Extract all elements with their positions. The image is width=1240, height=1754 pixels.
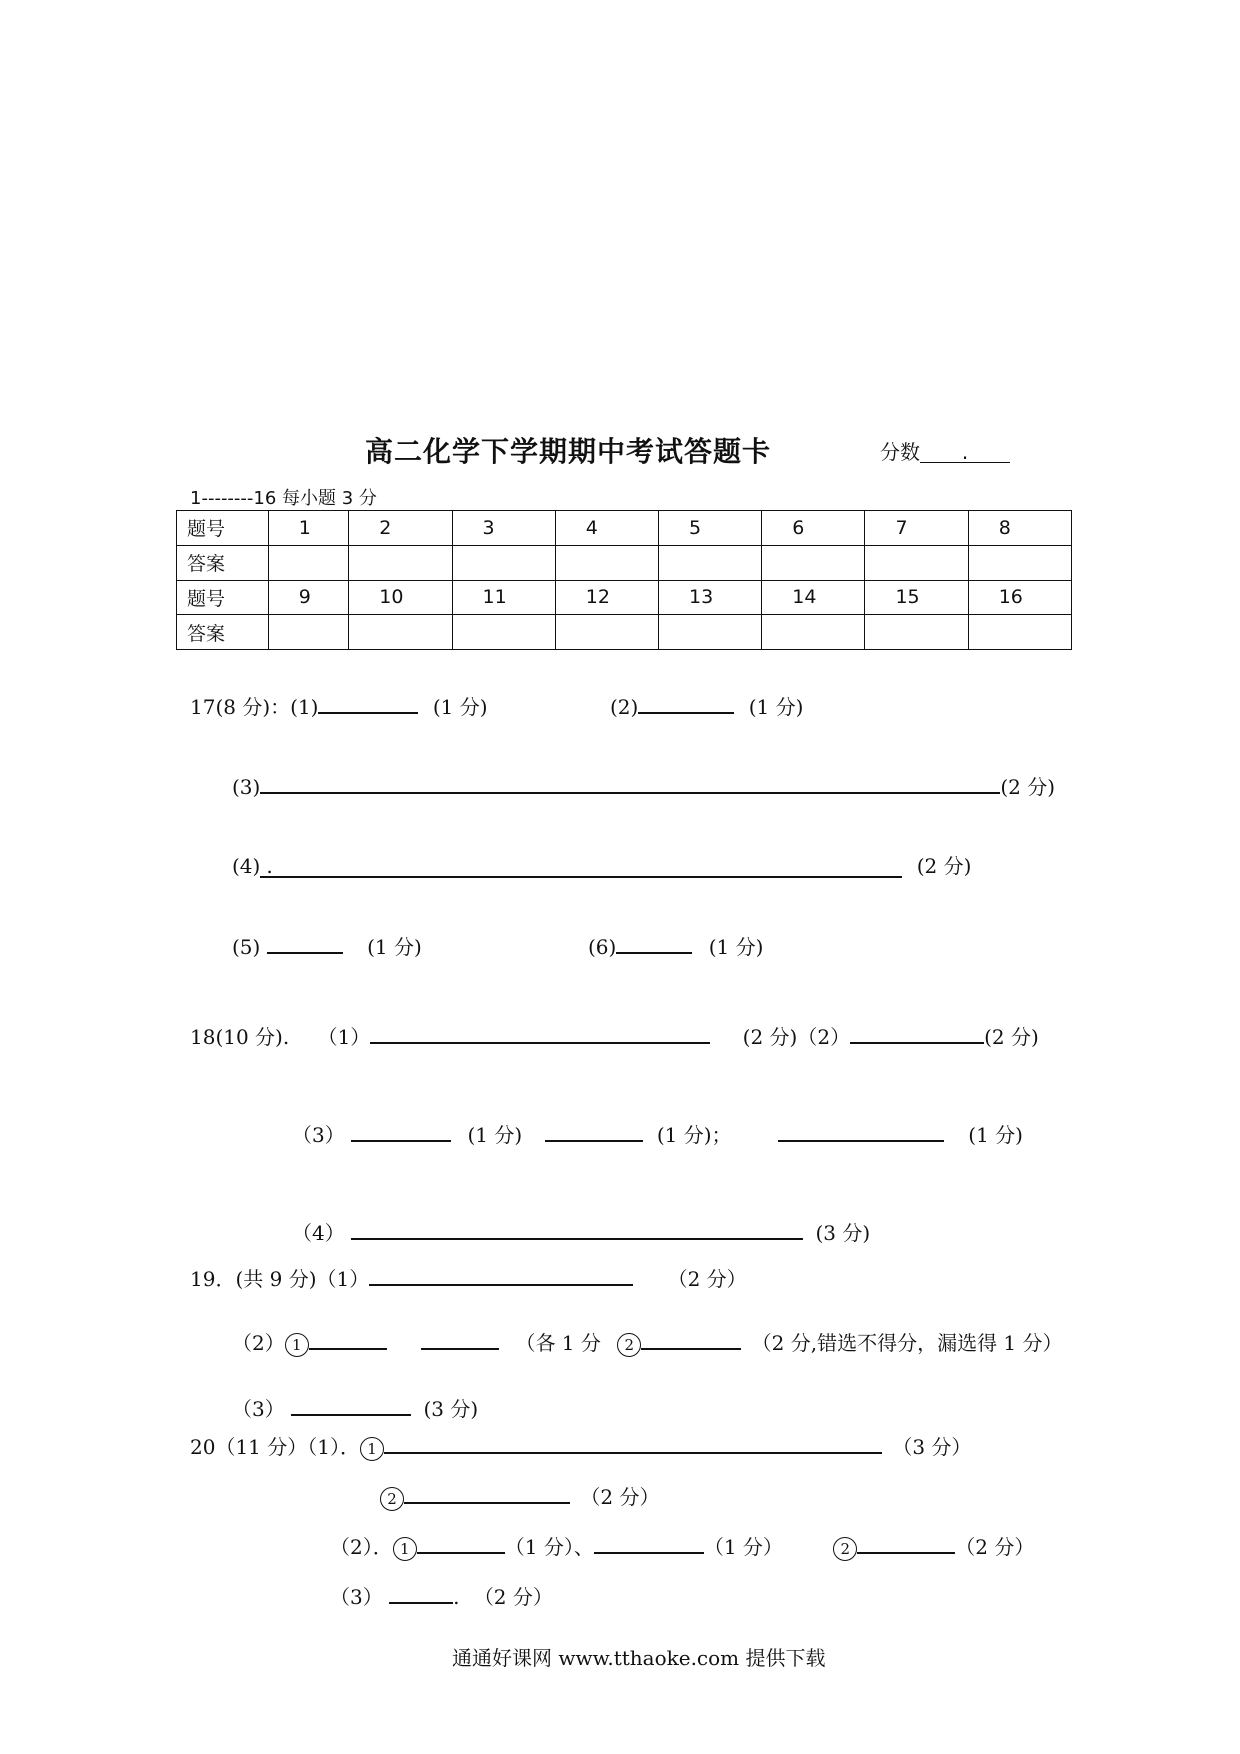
answer-cell[interactable]	[865, 615, 968, 650]
score-label: 分数	[880, 440, 920, 464]
answer-cell[interactable]	[659, 615, 762, 650]
q17-1-blank[interactable]	[318, 690, 418, 714]
q19-line3	[232, 1392, 478, 1422]
q20-line4	[330, 1580, 553, 1610]
q19-1-points: （2 分）	[667, 1267, 747, 1291]
q19-2c-blank[interactable]	[641, 1326, 741, 1350]
q17-3-label: (3)	[232, 775, 261, 799]
q17-line6	[588, 930, 763, 960]
q18-line4	[292, 1216, 870, 1246]
table-row	[177, 511, 1072, 546]
q17-2-points: (1 分)	[748, 695, 804, 719]
q20-2c-blank[interactable]	[857, 1530, 955, 1554]
answer-cell[interactable]	[349, 545, 452, 580]
q20-2b-points: （1 分）	[703, 1535, 783, 1559]
q18-2-label: （2）	[797, 1025, 851, 1049]
q18-head: 18(10 分).	[190, 1025, 290, 1049]
q17-6-blank[interactable]	[616, 930, 692, 954]
answer-cell[interactable]	[762, 615, 865, 650]
q19-2a-blank[interactable]	[309, 1326, 387, 1350]
q17-3-points: (2 分)	[1000, 775, 1056, 799]
q17-2-label: (2)	[610, 695, 639, 719]
q17-5-blank[interactable]	[267, 930, 343, 954]
table-cell: 9	[268, 580, 349, 615]
q18-3c-blank[interactable]	[778, 1118, 944, 1142]
answer-cell[interactable]	[555, 545, 658, 580]
q20-2b-blank[interactable]	[594, 1530, 704, 1554]
table-cell: 7	[865, 511, 968, 546]
table-cell: 15	[865, 580, 968, 615]
q17-1-points: (1 分)	[432, 695, 488, 719]
circled-one-icon: 1	[285, 1333, 309, 1357]
table-row	[177, 615, 1072, 650]
q20-3-blank[interactable]	[389, 1580, 453, 1604]
q20-line3	[330, 1530, 1034, 1561]
q17-4-blank[interactable]	[260, 854, 902, 878]
instruction: 1--------16 每小题 3 分	[190, 488, 377, 509]
table-cell: 5	[659, 511, 762, 546]
table-cell: 6	[762, 511, 865, 546]
table-cell: 2	[349, 511, 452, 546]
score-dot: .	[961, 440, 969, 464]
q19-2-each-points: （各 1 分	[515, 1331, 601, 1355]
q17-line3	[232, 770, 1055, 800]
q19-3-points: (3 分)	[423, 1397, 479, 1421]
q19-line1	[190, 1262, 747, 1292]
score-field[interactable]	[880, 436, 1010, 465]
table-row	[177, 545, 1072, 580]
q20-1b-points: （2 分）	[580, 1485, 660, 1509]
row-label-a: 答案	[177, 545, 269, 580]
answer-cell[interactable]	[268, 615, 349, 650]
q20-2a-points: （1 分）、	[504, 1535, 594, 1559]
answer-cell[interactable]	[968, 615, 1071, 650]
table-cell: 3	[452, 511, 555, 546]
q20-2a-blank[interactable]	[417, 1530, 505, 1554]
q17-2-blank[interactable]	[638, 690, 734, 714]
row-label-q: 题号	[177, 511, 269, 546]
q20-3-label: （3）	[330, 1585, 383, 1609]
q17-line5	[232, 930, 422, 960]
q20-line2	[380, 1480, 659, 1511]
q17-5-points: (1 分)	[367, 935, 422, 959]
q18-4-blank[interactable]	[351, 1216, 803, 1240]
q17-line1b	[610, 690, 803, 720]
q20-head: 20（11 分）（1）．	[190, 1435, 360, 1459]
table-cell: 14	[762, 580, 865, 615]
table-cell: 8	[968, 511, 1071, 546]
q19-head: 19．(共 9 分)（1）	[190, 1267, 370, 1291]
table-cell: 4	[555, 511, 658, 546]
q17-3-blank[interactable]	[260, 770, 1000, 794]
q18-3a-blank[interactable]	[351, 1118, 451, 1142]
q17-line1	[190, 690, 488, 720]
table-cell: 10	[349, 580, 452, 615]
circled-two-icon: 2	[833, 1537, 857, 1561]
answer-cell[interactable]	[762, 545, 865, 580]
row-label-q: 题号	[177, 580, 269, 615]
footer-text: 通通好课网 www.tthaoke.com 提供下载	[452, 1646, 826, 1670]
q18-4-label: （4）	[292, 1221, 345, 1245]
q17-4-points: (2 分)	[916, 854, 972, 878]
answer-cell[interactable]	[555, 615, 658, 650]
answer-cell[interactable]	[968, 545, 1071, 580]
answer-cell[interactable]	[865, 545, 968, 580]
page-title: 高二化学下学期期中考试答题卡	[365, 435, 772, 468]
q18-line3	[292, 1118, 1023, 1148]
q20-1b-blank[interactable]	[404, 1480, 570, 1504]
q17-5-label: (5)	[232, 935, 261, 959]
q19-3-blank[interactable]	[291, 1392, 411, 1416]
table-row	[177, 580, 1072, 615]
q19-line2	[232, 1326, 1063, 1357]
answer-table	[176, 510, 1072, 650]
q19-2-label: （2）	[232, 1331, 285, 1355]
q17-6-points: (1 分)	[708, 935, 764, 959]
answer-cell[interactable]	[268, 545, 349, 580]
q20-2c-points: （2 分）	[955, 1535, 1035, 1559]
q18-4-points: (3 分)	[815, 1221, 871, 1245]
score-blank[interactable]	[920, 440, 1010, 463]
q19-2b-blank[interactable]	[421, 1326, 499, 1350]
circled-one-icon: 1	[360, 1437, 384, 1461]
q19-1-blank[interactable]	[369, 1262, 633, 1286]
q18-3b-blank[interactable]	[545, 1118, 643, 1142]
q18-2-points: (2 分)	[984, 1025, 1039, 1049]
answer-cell[interactable]	[659, 545, 762, 580]
answer-cell[interactable]	[452, 615, 555, 650]
table-cell: 11	[452, 580, 555, 615]
q18-1-points: (2 分)	[742, 1025, 798, 1049]
q18-3-label: （3）	[292, 1123, 345, 1147]
q18-2-blank[interactable]	[850, 1020, 984, 1044]
q17-4-dot: .	[266, 854, 273, 878]
q18-3a-points: (1 分)	[467, 1123, 523, 1147]
q18-line1	[190, 1020, 1039, 1050]
circled-one-icon: 1	[393, 1537, 417, 1561]
q19-3-label: （3）	[232, 1397, 285, 1421]
q18-3b-points: (1 分)；	[656, 1123, 732, 1147]
q20-1a-blank[interactable]	[384, 1430, 882, 1454]
row-label-a: 答案	[177, 615, 269, 650]
q17-4-label: (4)	[232, 854, 261, 878]
q20-3-points: （2 分）	[473, 1585, 553, 1609]
table-cell: 13	[659, 580, 762, 615]
q18-1-blank[interactable]	[370, 1020, 710, 1044]
q18-1-label: （1）	[317, 1025, 371, 1049]
q18-3c-points: (1 分)	[968, 1123, 1023, 1147]
q20-1a-points: （3 分）	[892, 1435, 972, 1459]
q20-2-label: （2）．	[330, 1535, 393, 1559]
q17-line4	[232, 850, 971, 879]
table-cell: 1	[268, 511, 349, 546]
circled-two-icon: 2	[617, 1333, 641, 1357]
q20-line1	[190, 1430, 971, 1461]
circled-two-icon: 2	[380, 1487, 404, 1511]
answer-cell[interactable]	[452, 545, 555, 580]
q17-head: 17(8 分)：(1)	[190, 695, 319, 719]
q17-6-label: (6)	[588, 935, 617, 959]
answer-cell[interactable]	[349, 615, 452, 650]
table-cell: 12	[555, 580, 658, 615]
q20-3-dot: .	[453, 1585, 460, 1609]
q19-2-points: （2 分,错选不得分，漏选得 1 分）	[751, 1331, 1063, 1355]
table-cell: 16	[968, 580, 1071, 615]
